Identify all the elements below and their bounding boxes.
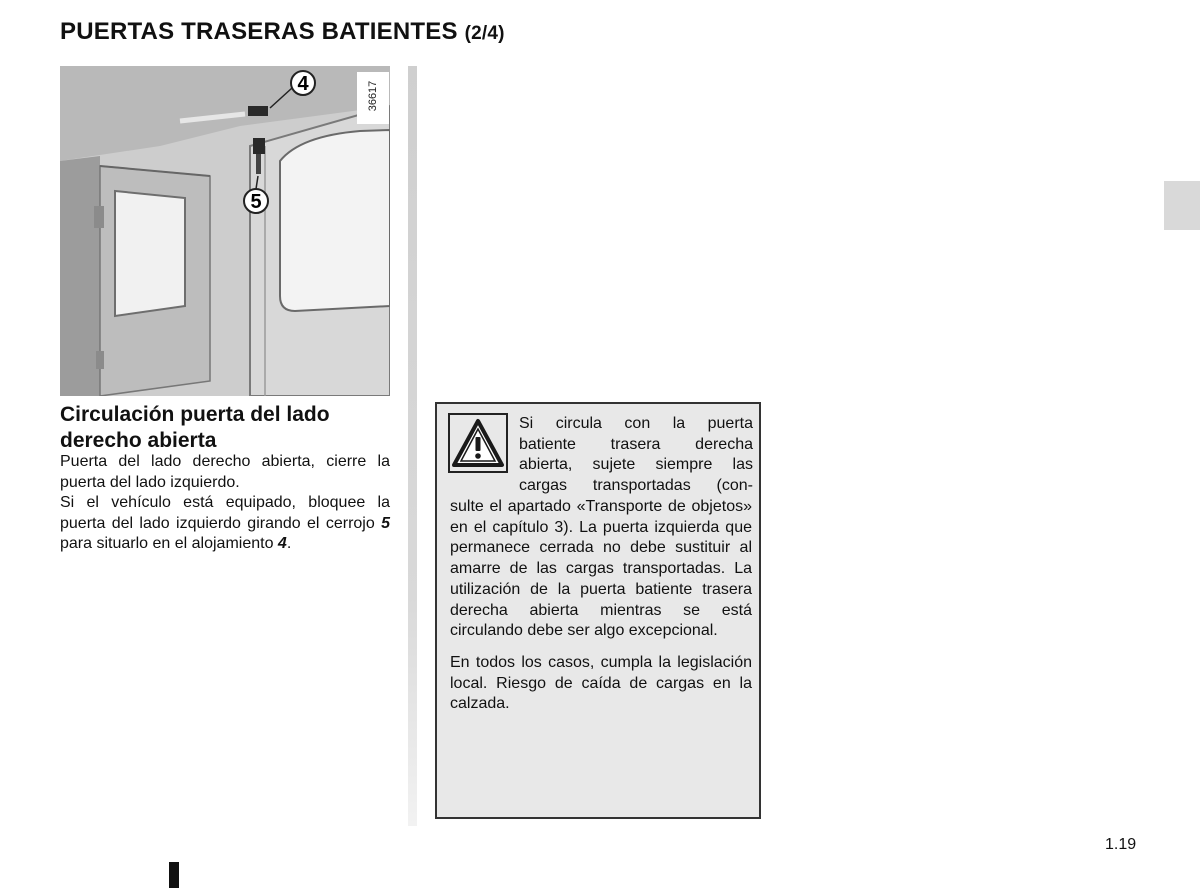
rear-doors-drawing	[60, 66, 390, 396]
figure-code: 36617	[367, 80, 379, 112]
paragraph-2-end: .	[286, 535, 292, 553]
warning-note-paragraph: En todos los casos, cumpla la legislación local. Riesgo de caída de cargas en la calzada.	[450, 653, 752, 713]
page-number: 1.19	[1105, 836, 1137, 853]
page-title-part: (2/4)	[464, 23, 505, 44]
ref-housing-4: 4	[277, 535, 287, 553]
warning-lead-line: batiente trasera derecha	[519, 435, 753, 453]
chapter-side-tab	[1164, 181, 1200, 230]
section-body	[60, 452, 390, 555]
callout-5: 5	[250, 191, 262, 213]
warning-lead-line: cargas transportadas (con-	[519, 477, 753, 495]
body-paragraph-1: Puerta del lado derecho abierta, cierre la puerta del lado izquierdo.	[60, 453, 390, 491]
warning-lead-line: Si circula con la puerta	[519, 415, 753, 432]
warning-triangle-icon	[448, 413, 508, 473]
callout-4: 4	[297, 73, 309, 95]
page-title-text: PUERTAS TRASERAS BATIENTES	[60, 18, 458, 45]
section-heading: Circulación puerta del lado derecho abierta	[60, 403, 330, 452]
warning-body	[450, 497, 752, 715]
ref-bolt-5: 5	[381, 514, 390, 532]
figure-code-box	[357, 72, 389, 124]
paragraph-2-middle: para situarlo en el alojamiento	[60, 535, 278, 553]
body-paragraph-2	[60, 493, 390, 555]
column-divider	[408, 66, 417, 826]
rear-doors-illustration	[60, 66, 390, 396]
warning-lead-line: abierta, sujete siempre las	[519, 456, 753, 474]
warning-box	[435, 402, 761, 819]
crop-mark	[169, 862, 179, 888]
paragraph-2-start: Si el vehículo está equipado, bloquee la puerta del lado izquierdo girando el cerrojo	[60, 494, 390, 532]
warning-body-paragraph: sulte el apartado «Transporte de objetos» en el capítulo 3). La puerta izquierda que permanece cerrada no debe sustituir al amarre de las cargas transportadas. La utilización de la puerta batiente trasera derecha abierta mientras se está circulando debe ser algo excepcional.	[450, 498, 752, 640]
warning-lead	[519, 414, 753, 497]
page-title	[60, 18, 505, 46]
